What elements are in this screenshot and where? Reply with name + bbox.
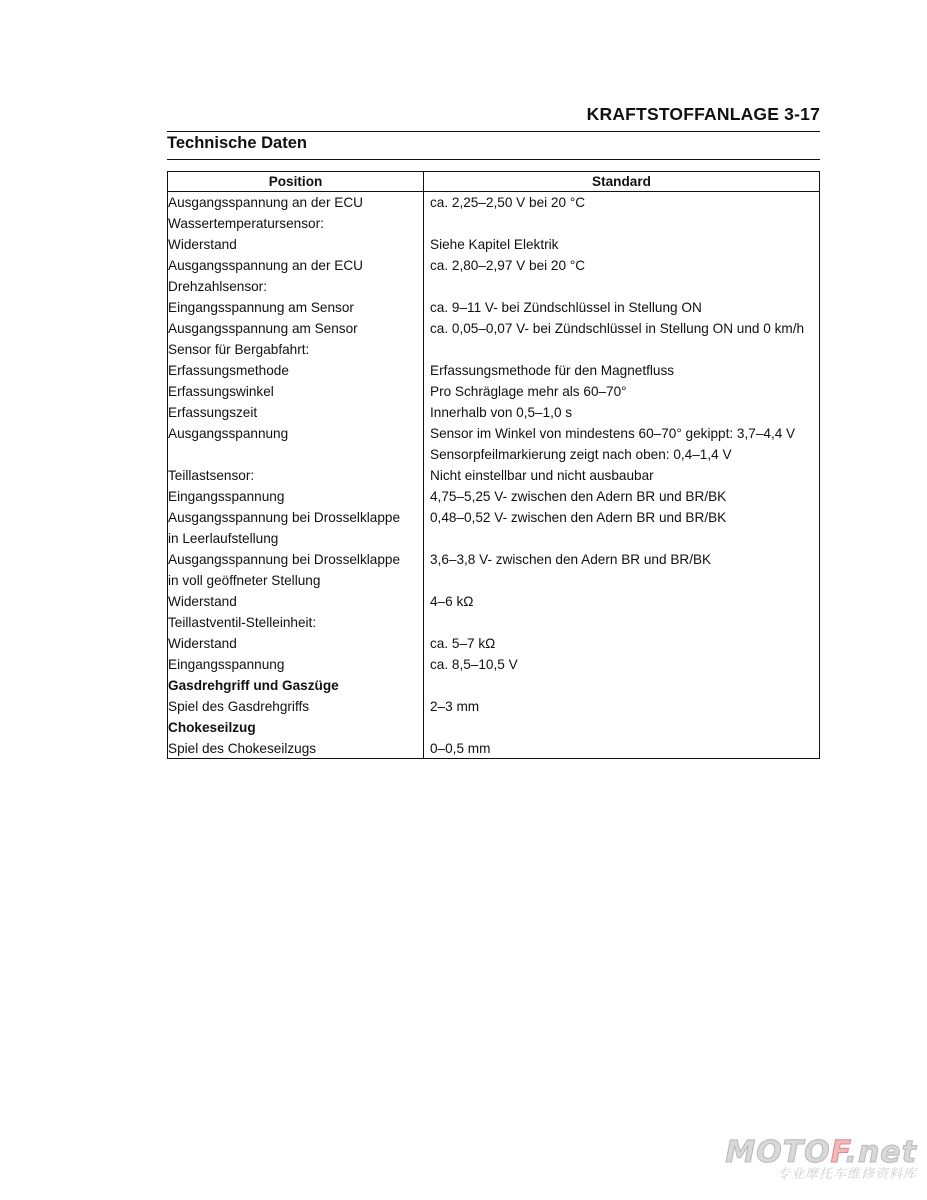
standard-cell: 3,6–3,8 V- zwischen den Adern BR und BR/BK <box>424 549 820 570</box>
header-rule <box>167 131 820 132</box>
position-cell: Teillastsensor: <box>168 465 424 486</box>
standard-cell: 4–6 kΩ <box>424 591 820 612</box>
table-row <box>168 360 820 381</box>
position-cell: Spiel des Chokeseilzugs <box>168 738 424 759</box>
standard-cell: Sensorpfeilmarkierung zeigt nach oben: 0,4–1,4 V <box>424 444 820 465</box>
position-cell: Spiel des Gasdrehgriffs <box>168 696 424 717</box>
position-cell: Widerstand <box>168 633 424 654</box>
standard-cell <box>424 612 820 633</box>
position-cell: Wassertemperatursensor: <box>168 213 424 234</box>
table-row <box>168 654 820 675</box>
table-row <box>168 507 820 528</box>
table-row <box>168 339 820 360</box>
standard-cell <box>424 717 820 738</box>
specifications-table <box>167 171 820 759</box>
standard-cell <box>424 276 820 297</box>
section-title: Technische Daten <box>167 134 307 152</box>
position-cell: Widerstand <box>168 234 424 255</box>
table-row <box>168 696 820 717</box>
position-cell: Ausgangsspannung an der ECU <box>168 255 424 276</box>
table-body <box>168 192 820 759</box>
table-row <box>168 276 820 297</box>
table-row <box>168 528 820 549</box>
position-cell: Sensor für Bergabfahrt: <box>168 339 424 360</box>
table-row <box>168 549 820 570</box>
section-rule <box>167 159 820 160</box>
standard-cell: ca. 9–11 V- bei Zündschlüssel in Stellung ON <box>424 297 820 318</box>
position-cell: Ausgangsspannung bei Drosselklappe <box>168 549 424 570</box>
table-row <box>168 633 820 654</box>
position-cell: Erfassungsmethode <box>168 360 424 381</box>
standard-cell: Nicht einstellbar und nicht ausbaubar <box>424 465 820 486</box>
watermark-tagline: 专业摩托车维修资料库 <box>776 1167 917 1182</box>
standard-cell <box>424 675 820 696</box>
position-cell: Eingangsspannung <box>168 654 424 675</box>
position-cell: in Leerlaufstellung <box>168 528 424 549</box>
position-cell: Ausgangsspannung <box>168 423 424 444</box>
standard-cell: 0,48–0,52 V- zwischen den Adern BR und BR/BK <box>424 507 820 528</box>
watermark-logo: MOTOF.net <box>725 1135 917 1170</box>
position-cell: Chokeseilzug <box>168 717 424 738</box>
table-row <box>168 465 820 486</box>
standard-cell <box>424 213 820 234</box>
table-row <box>168 486 820 507</box>
column-header-position: Position <box>168 172 424 192</box>
position-cell: Ausgangsspannung am Sensor <box>168 318 424 339</box>
position-cell: Erfassungswinkel <box>168 381 424 402</box>
watermark <box>725 1135 917 1182</box>
table-row <box>168 444 820 465</box>
standard-cell: ca. 5–7 kΩ <box>424 633 820 654</box>
standard-cell: 4,75–5,25 V- zwischen den Adern BR und BR/BK <box>424 486 820 507</box>
table-header-row <box>168 172 820 192</box>
table-row <box>168 297 820 318</box>
page-header-title: KRAFTSTOFFANLAGE 3-17 <box>586 104 820 124</box>
standard-cell: Pro Schräglage mehr als 60–70° <box>424 381 820 402</box>
standard-cell: ca. 2,80–2,97 V bei 20 °C <box>424 255 820 276</box>
position-cell: Ausgangsspannung bei Drosselklappe <box>168 507 424 528</box>
standard-cell <box>424 570 820 591</box>
position-cell: Teillastventil-Stelleinheit: <box>168 612 424 633</box>
position-cell: Eingangsspannung <box>168 486 424 507</box>
table-row <box>168 717 820 738</box>
table-row <box>168 612 820 633</box>
table-row <box>168 570 820 591</box>
standard-cell: ca. 8,5–10,5 V <box>424 654 820 675</box>
standard-cell: Innerhalb von 0,5–1,0 s <box>424 402 820 423</box>
table-row <box>168 255 820 276</box>
table-row <box>168 192 820 214</box>
standard-cell: 0–0,5 mm <box>424 738 820 759</box>
position-cell: Eingangsspannung am Sensor <box>168 297 424 318</box>
standard-cell <box>424 339 820 360</box>
standard-cell: Siehe Kapitel Elektrik <box>424 234 820 255</box>
table-row <box>168 402 820 423</box>
table-row <box>168 423 820 444</box>
table-row <box>168 591 820 612</box>
standard-cell: Sensor im Winkel von mindestens 60–70° gekippt: 3,7–4,4 V <box>424 423 820 444</box>
standard-cell: 2–3 mm <box>424 696 820 717</box>
table-row <box>168 318 820 339</box>
standard-cell: ca. 2,25–2,50 V bei 20 °C <box>424 192 820 214</box>
table-row <box>168 738 820 759</box>
position-cell: Gasdrehgriff und Gaszüge <box>168 675 424 696</box>
position-cell: in voll geöffneter Stellung <box>168 570 424 591</box>
table-row <box>168 675 820 696</box>
position-cell: Erfassungszeit <box>168 402 424 423</box>
table-row <box>168 234 820 255</box>
standard-cell: ca. 0,05–0,07 V- bei Zündschlüssel in Stellung ON und 0 km/h <box>424 318 820 339</box>
standard-cell: Erfassungsmethode für den Magnetfluss <box>424 360 820 381</box>
column-header-standard: Standard <box>424 172 820 192</box>
table-row <box>168 213 820 234</box>
position-cell: Widerstand <box>168 591 424 612</box>
standard-cell <box>424 528 820 549</box>
position-cell: Ausgangsspannung an der ECU <box>168 192 424 214</box>
position-cell: Drehzahlsensor: <box>168 276 424 297</box>
position-cell <box>168 444 424 465</box>
table-row <box>168 381 820 402</box>
